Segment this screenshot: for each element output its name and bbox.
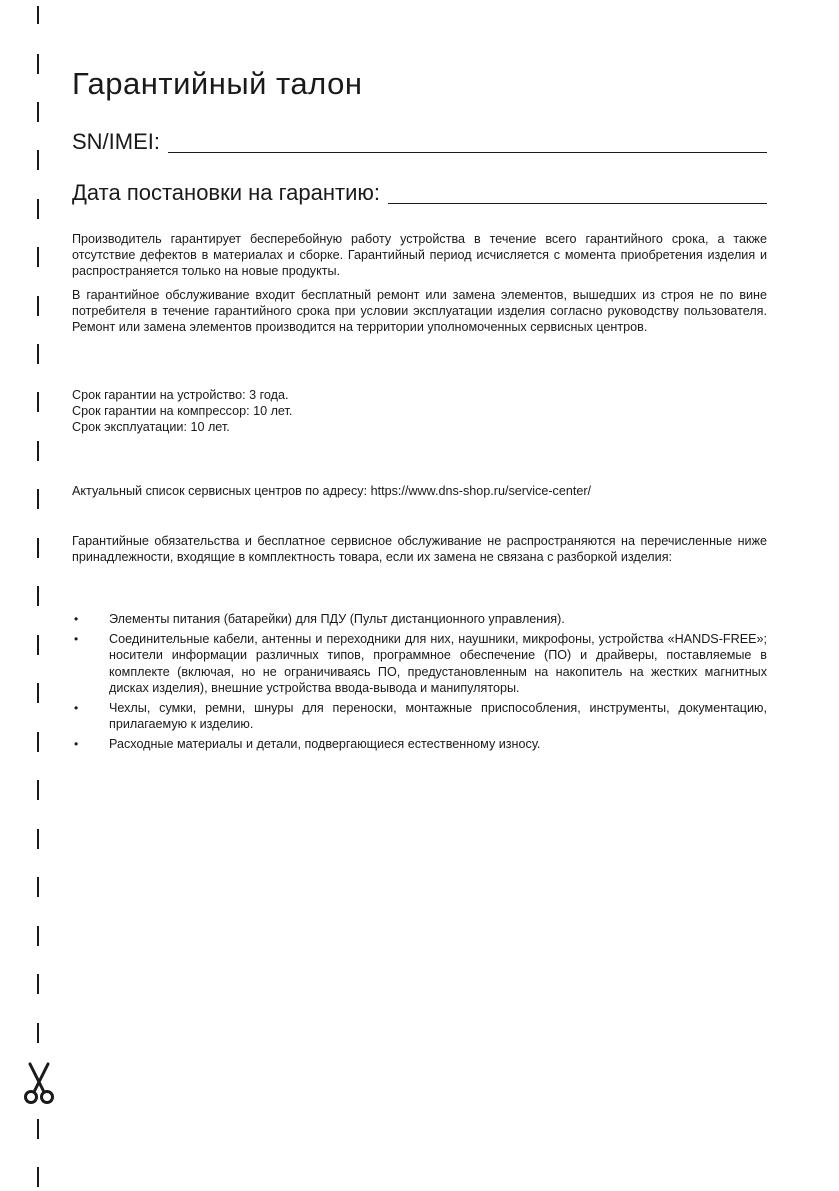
cut-line-dash xyxy=(37,1119,39,1139)
cut-line-dash xyxy=(37,6,39,24)
list-item xyxy=(72,700,767,732)
cut-line-dash xyxy=(37,392,39,412)
cut-line-dash xyxy=(37,150,39,170)
cut-line-dash xyxy=(37,538,39,558)
bullet-icon: • xyxy=(74,737,79,752)
scissors-icon xyxy=(22,1062,56,1106)
exclusions-list xyxy=(72,611,767,757)
cut-line xyxy=(32,0,46,1191)
warranty-date-input-line[interactable] xyxy=(388,202,767,204)
term-service-life: Срок эксплуатации: 10 лет. xyxy=(72,420,230,435)
list-item xyxy=(72,611,767,627)
bullet-icon: • xyxy=(74,701,79,716)
warranty-paragraph-1: Производитель гарантирует бесперебойную работу устройства в течение всего гарантийного срока, а также отсутствие дефектов в материалах и сборке. Гарантийный период исчисляется с момента приобретения изделия и распространяется только на новые продукты. xyxy=(72,232,767,279)
service-centers-text: Актуальный список сервисных центров по адресу: https://www.dns-shop.ru/service-center/ xyxy=(72,484,592,498)
cut-line-dash xyxy=(37,732,39,752)
cut-line-dash xyxy=(37,829,39,849)
cut-line-dash xyxy=(37,635,39,655)
cut-line-dash xyxy=(37,441,39,461)
warranty-paragraph-2: В гарантийное обслуживание входит бесплатный ремонт или замена элементов, вышедших из строя не по вине потребителя в течение гарантийного срока при условии эксплуатации изделия согласно руководству пользователя. Ремонт или замена элементов производится на территории уполномоченных сервисных центров. xyxy=(72,288,767,335)
cut-line-dash xyxy=(37,489,39,509)
exclusions-paragraph: Гарантийные обязательства и бесплатное сервисное обслуживание не распространяются на перечисленные ниже принадлежности, входящие в комплектность товара, если их замена не связана с разборкой изделия: xyxy=(72,534,767,565)
page-title: Гарантийный талон xyxy=(72,66,363,101)
cut-line-dash xyxy=(37,54,39,74)
list-item-text: Чехлы, сумки, ремни, шнуры для переноски, монтажные приспособления, инструменты, документацию, прилагаемую к изделию. xyxy=(109,701,767,732)
cut-line-dash xyxy=(37,1167,39,1187)
list-item-text: Расходные материалы и детали, подвергающиеся естественному износу. xyxy=(109,737,541,752)
cut-line-dash xyxy=(37,683,39,703)
warranty-date-field[interactable] xyxy=(72,178,767,204)
list-item xyxy=(72,736,767,752)
sn-imei-label: SN/IMEI: xyxy=(72,129,161,154)
sn-imei-input-line[interactable] xyxy=(168,151,767,153)
cut-line-dash xyxy=(37,926,39,946)
sn-imei-field[interactable] xyxy=(72,129,767,153)
cut-line-dash xyxy=(37,877,39,897)
cut-line-dash xyxy=(37,344,39,364)
list-item xyxy=(72,631,767,696)
term-compressor: Срок гарантии на компрессор: 10 лет. xyxy=(72,404,293,419)
cut-line-dash xyxy=(37,780,39,800)
bullet-icon: • xyxy=(74,612,79,626)
cut-line-dash xyxy=(37,586,39,606)
cut-line-dash xyxy=(37,102,39,122)
list-item-text: Элементы питания (батарейки) для ПДУ (Пульт дистанционного управления). xyxy=(109,612,565,626)
cut-line-dash xyxy=(37,296,39,316)
list-item-text: Соединительные кабели, антенны и переходники для них, наушники, микрофоны, устройства «HANDS-FREE»; носители информации различных типов, программное обеспечение (ПО) и драйверы, поставляемые в комплекте (включая, но не ограничиваясь ПО, предустановленным на накопитель на жестких магнитных дисках изделия), внешние устройства ввода-вывода и манипуляторы. xyxy=(109,632,767,695)
cut-line-dash xyxy=(37,247,39,267)
cut-line-dash xyxy=(37,974,39,994)
cut-line-dash xyxy=(37,199,39,219)
warranty-date-label: Дата постановки на гарантию: xyxy=(72,180,381,205)
bullet-icon: • xyxy=(74,632,79,647)
cut-line-dash xyxy=(37,1023,39,1043)
warranty-terms xyxy=(72,387,292,436)
term-device: Срок гарантии на устройство: 3 года. xyxy=(72,388,289,402)
